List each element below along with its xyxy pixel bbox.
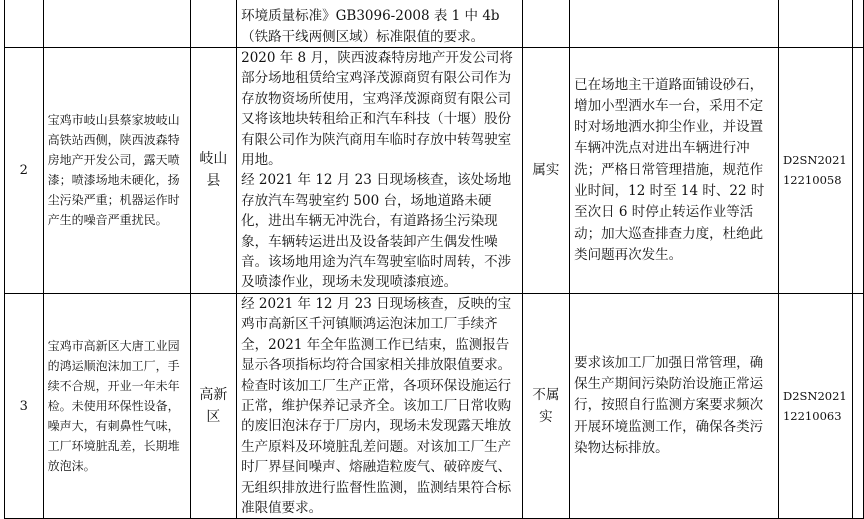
verdict-cell [522,0,570,48]
action-cell [570,0,779,48]
findings-paragraph: 经 2021 年 12 月 23 日现场核查，反映的宝鸡市高新区千河镇顺鸿运泡沫加工厂手续齐全，2021 年全年监测工作已结束，监测报告显示各项指标均符合国家相关排放限值要求。检查时该加工厂生产正常，各项环保设施运行正常，维护保养记录齐全。该加工厂日常收购的废旧泡沫存于厂房内，现场未发现露天堆放生产原料及环境脏乱差问题。对该加工厂生产时厂界昼间噪声、熔融造粒废气、破碎废气、无组织排放进行监督性监测，监测结果符合标准限值要求。 [241,295,512,516]
area-cell [190,0,237,48]
case-code-cell: D2SN202112210063 [778,293,852,518]
issue-cell: 宝鸡市高新区大唐工业园的鸿运顺泡沫加工厂，手续不合规，开业一年未年检。未使用环保性设备，噪声大，有刺鼻性气味，工厂环境脏乱差，长期堆放泡沫。 [43,293,190,518]
area-cell: 岐山县 [190,48,237,294]
action-cell: 已在场地主干道路面铺设砂石，增加小型洒水车一台，采用不定时对场地洒水抑尘作业，并设置车辆冲洗点对进出车辆进行冲洗；严格日常管理措施，规范作业时间，12 时至 14 时、22 时至次日 6 时停止转运作业等活动；加大巡查排查力度，杜绝此类问题再次发生。 [570,48,779,294]
action-cell: 要求该加工厂加强日常管理，确保生产期间污染防治设施正常运行，按照自行监测方案要求频次开展环境监测工作，确保各类污染物达标排放。 [570,293,779,518]
findings-paragraph: 2020 年 8 月，陕西波森特房地产开发公司将部分场地租赁给宝鸡泽茂源商贸有限公司作为存放物资场所使用，宝鸡泽茂源商贸有限公司又将该地块转租给正和汽车科技（十堰）股份有限公司作为陕汽商用车临时存放中转驾驶室用地。 [241,50,513,169]
findings-cell [237,293,522,518]
table-row [5,48,864,294]
verdict-cell: 不属实 [522,293,570,518]
row-number [5,0,44,48]
findings-cell [237,48,522,294]
area-cell: 高新区 [190,293,237,518]
complaint-table [4,0,864,519]
findings-paragraph: 环境质量标准》GB3096-2008 表 1 中 4b（铁路干线两侧区域）标准限值的要求。 [241,8,500,45]
row-number: 2 [5,48,44,294]
blank-cell [852,48,863,294]
blank-cell [852,0,863,48]
issue-cell [43,0,190,48]
case-code-cell: D2SN202112210058 [778,48,852,294]
table-row [5,0,864,48]
row-number: 3 [5,293,44,518]
findings-cell [237,0,522,48]
findings-paragraph: 经 2021 年 12 月 23 日现场核查，该处场地存放汽车驾驶室约 500 台，场地道路未硬化，进出车辆无冲洗台，有道路扬尘污染现象，车辆转运进出及设备装卸产生偶发性噪音。该场地用途为汽车驾驶室临时周转，不涉及喷漆作业，现场未发现喷漆痕迹。 [241,172,512,291]
verdict-cell: 属实 [522,48,570,294]
case-code-cell [778,0,852,48]
blank-cell [852,293,863,518]
issue-cell: 宝鸡市岐山县蔡家坡岐山高铁站西侧，陕西波森特房地产开发公司，露天喷漆；喷漆场地未硬化，扬尘污染严重；机器运作时产生的噪音严重扰民。 [43,48,190,294]
table-row [5,293,864,518]
